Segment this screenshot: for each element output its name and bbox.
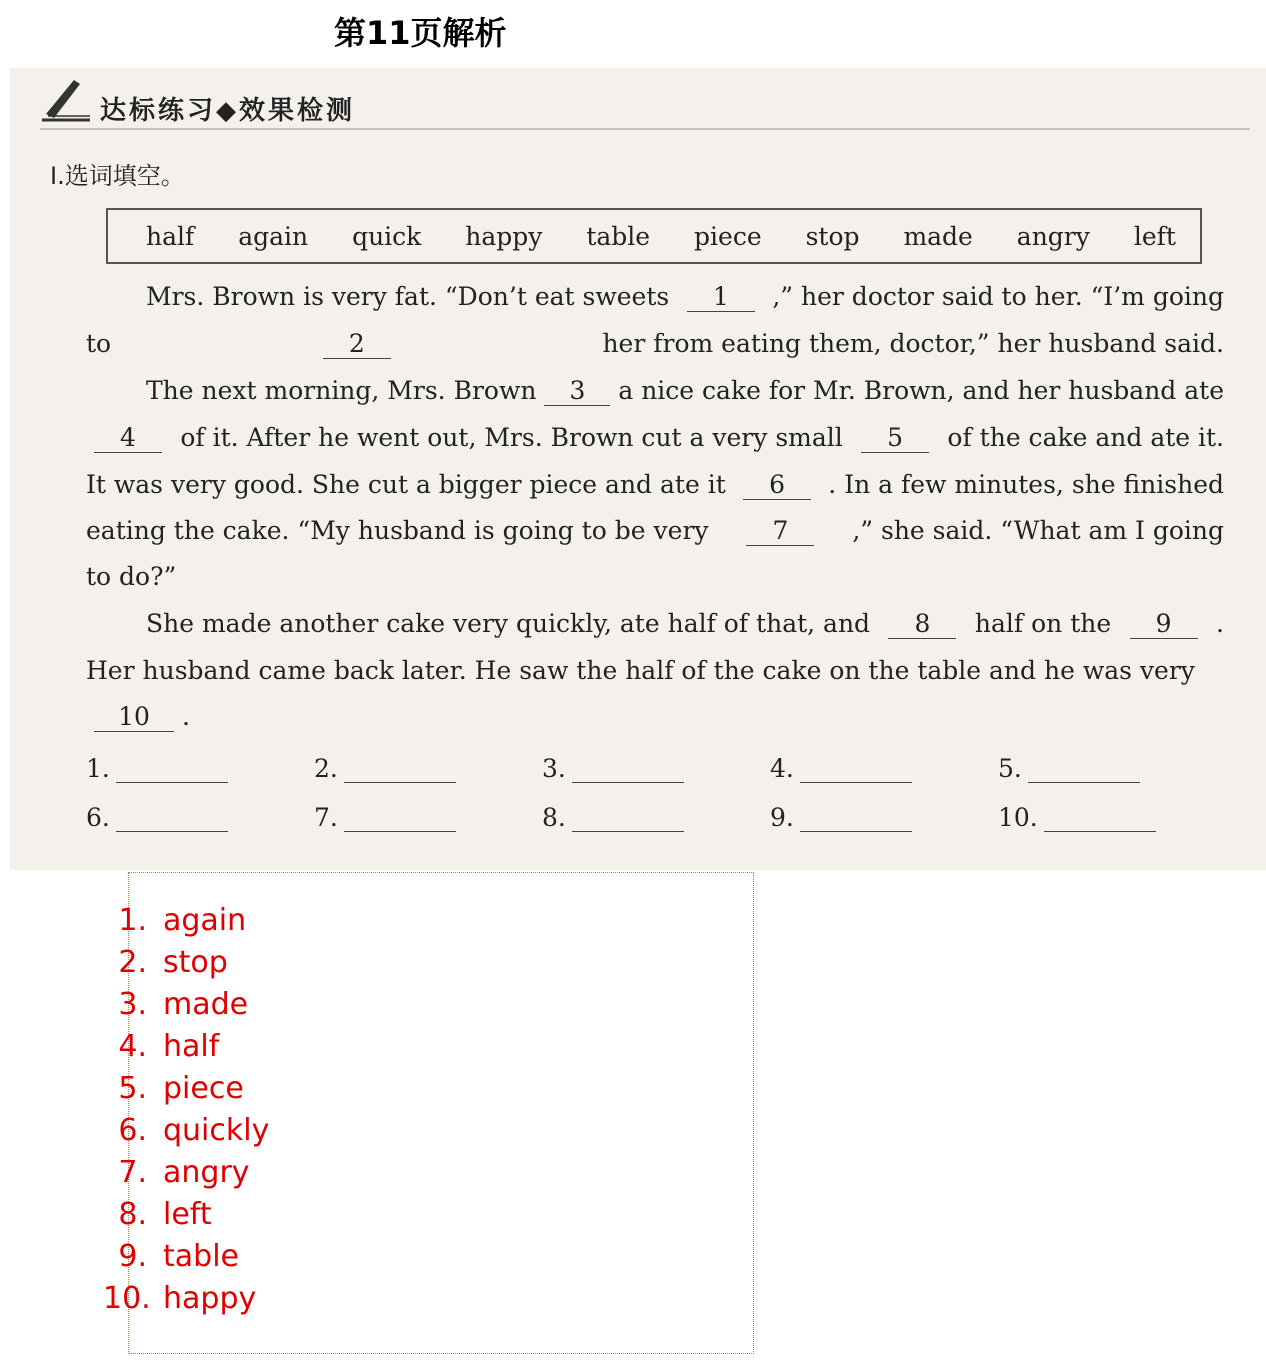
fill-blank: 6 <box>743 471 811 500</box>
passage-text: a nice cake for Mr. Brown, and her husband ate <box>618 376 1224 405</box>
answer-slot-label: 2. <box>314 754 338 783</box>
answer-word: table <box>163 1239 239 1274</box>
passage-text: her from eating them, doctor,” her husband said. <box>602 329 1224 358</box>
section-divider <box>40 128 1250 130</box>
page-title: 第11页解析 <box>334 14 507 52</box>
answer-slot-label: 1. <box>86 754 110 783</box>
passage-line <box>86 329 1224 359</box>
answer-slot <box>770 803 998 832</box>
passage-line <box>146 376 1224 406</box>
answer-slot-label: 5. <box>998 754 1022 783</box>
answer-number: 6. <box>118 1113 147 1148</box>
fill-blank: 10 <box>94 703 174 732</box>
answer-sheet <box>86 754 1226 852</box>
passage-text: It was very good. She cut a bigger piece and ate it <box>86 470 726 499</box>
word-bank-item: happy <box>465 221 543 251</box>
answer-item <box>103 1197 212 1232</box>
word-bank-item: made <box>903 221 973 251</box>
answer-word: happy <box>163 1281 257 1316</box>
answer-slot <box>998 754 1226 783</box>
answer-number: 2. <box>118 945 147 980</box>
answer-key <box>103 872 754 1354</box>
answer-word: made <box>163 987 249 1022</box>
answer-item <box>103 1281 256 1316</box>
answer-item <box>103 1071 244 1106</box>
fill-blank: 3 <box>544 377 610 406</box>
word-bank-item: left <box>1133 221 1176 251</box>
answer-word: piece <box>163 1071 244 1106</box>
answer-slot <box>314 754 542 783</box>
answer-slot-label: 3. <box>542 754 566 783</box>
answer-number: 5. <box>118 1071 147 1106</box>
passage-text: to <box>86 329 112 358</box>
passage-text: The next morning, Mrs. Brown <box>146 376 537 405</box>
answer-row <box>86 754 1226 783</box>
answer-slot <box>86 754 314 783</box>
answer-line <box>572 760 684 783</box>
answer-line <box>800 760 912 783</box>
answer-number: 1. <box>118 903 147 938</box>
passage-text: ,” she said. “What am I going <box>852 516 1224 545</box>
word-bank-item: piece <box>694 221 762 251</box>
answer-slot <box>314 803 542 832</box>
fill-blank: 9 <box>1130 610 1198 639</box>
answer-line <box>116 809 228 832</box>
answer-line <box>572 809 684 832</box>
passage-text: She made another cake very quickly, ate half of that, and <box>146 609 871 638</box>
answer-word: left <box>163 1197 212 1232</box>
answer-item <box>103 1029 219 1064</box>
answer-line <box>344 760 456 783</box>
section-header <box>40 74 440 126</box>
answer-number: 9. <box>118 1239 147 1274</box>
section-title: 达标练习◆效果检测 <box>100 96 355 126</box>
passage-line <box>86 470 1224 500</box>
answer-slot <box>86 803 314 832</box>
answer-slot-label: 8. <box>542 803 566 832</box>
answer-number: 3. <box>118 987 147 1022</box>
answer-slot-label: 7. <box>314 803 338 832</box>
answer-number: 8. <box>118 1197 147 1232</box>
answer-number: 4. <box>118 1029 147 1064</box>
pen-icon <box>40 74 96 126</box>
answer-item <box>103 1239 239 1274</box>
word-bank-item: stop <box>805 221 860 251</box>
answer-row <box>86 803 1226 832</box>
passage-text: . <box>1216 609 1224 638</box>
passage-line <box>86 562 176 591</box>
passage-text: ,” her doctor said to her. “I’m going <box>772 282 1224 311</box>
fill-blank: 5 <box>861 424 929 453</box>
answer-line <box>1028 760 1140 783</box>
answer-slot-label: 10. <box>998 803 1038 832</box>
passage-text: . <box>182 702 190 731</box>
passage-text: of the cake and ate it. <box>947 423 1224 452</box>
passage-line <box>86 423 1224 453</box>
answer-item <box>103 903 246 938</box>
fill-blank: 8 <box>888 610 956 639</box>
word-bank-item: half <box>146 221 195 251</box>
answer-slot <box>542 803 770 832</box>
passage-text: Her husband came back later. He saw the half of the cake on the table and he was very <box>86 656 1195 685</box>
passage-text: of it. After he went out, Mrs. Brown cut a very small <box>180 423 843 452</box>
answer-word: stop <box>163 945 228 980</box>
word-bank-item: quick <box>352 221 422 251</box>
answer-item <box>103 1113 269 1148</box>
passage-text: Mrs. Brown is very fat. “Don’t eat sweets <box>146 282 670 311</box>
answer-slot-label: 9. <box>770 803 794 832</box>
answer-item <box>103 987 248 1022</box>
passage-line <box>86 516 1224 546</box>
answer-item <box>103 945 228 980</box>
answer-word: quickly <box>163 1113 270 1148</box>
scanned-worksheet <box>10 68 1266 870</box>
passage-line <box>86 702 190 732</box>
passage-text: eating the cake. “My husband is going to be very <box>86 516 709 545</box>
answer-slot <box>998 803 1226 832</box>
answer-slot <box>542 754 770 783</box>
answer-slot <box>770 754 998 783</box>
fill-blank: 4 <box>94 424 162 453</box>
answer-line <box>1044 809 1156 832</box>
fill-blank: 2 <box>323 330 391 359</box>
answer-number: 7. <box>118 1155 147 1190</box>
passage-text: . In a few minutes, she finished <box>828 470 1224 499</box>
exercise-title: Ⅰ.选词填空。 <box>50 162 185 190</box>
answer-line <box>344 809 456 832</box>
passage-line <box>146 282 1224 312</box>
answer-item <box>103 1155 250 1190</box>
fill-blank: 7 <box>746 517 814 546</box>
word-bank <box>106 208 1202 264</box>
answer-word: again <box>163 903 247 938</box>
answer-word: angry <box>163 1155 250 1190</box>
answer-number: 10. <box>103 1281 151 1316</box>
passage-text: half on the <box>974 609 1112 638</box>
passage-line <box>86 656 1224 685</box>
answer-word: half <box>163 1029 220 1064</box>
answer-line <box>116 760 228 783</box>
answer-slot-label: 6. <box>86 803 110 832</box>
answer-slot-label: 4. <box>770 754 794 783</box>
word-bank-item: again <box>238 221 309 251</box>
word-bank-item: table <box>586 221 651 251</box>
answer-line <box>800 809 912 832</box>
fill-blank: 1 <box>687 283 755 312</box>
passage-text: to do?” <box>86 562 177 591</box>
word-bank-item: angry <box>1016 221 1090 251</box>
passage-line <box>146 609 1224 639</box>
